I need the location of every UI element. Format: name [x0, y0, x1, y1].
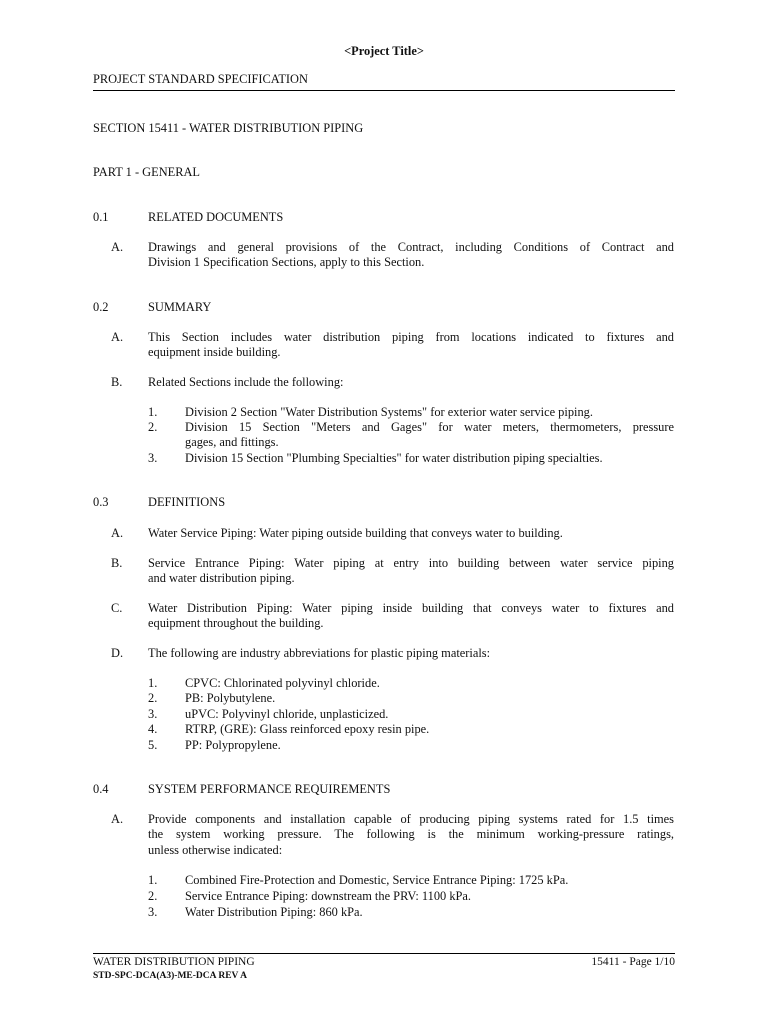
- section-number: 0.4: [93, 782, 109, 796]
- paragraph-line: This Section includes water distribution piping from locations indicated to fixtures and: [148, 330, 674, 344]
- paragraph-line: and water distribution piping.: [148, 571, 295, 586]
- paragraph-line: Water Distribution Piping: Water piping inside building that conveys water to fixtures and: [148, 601, 674, 615]
- spec-label: PROJECT STANDARD SPECIFICATION: [93, 72, 308, 86]
- item-paragraph: [148, 330, 674, 361]
- section-heading: SUMMARY: [148, 300, 212, 314]
- item-letter: A.: [111, 526, 124, 540]
- paragraph-line: Drawings and general provisions of the Contract, including Conditions of Contract and: [148, 240, 674, 254]
- subitem-text: uPVC: Polyvinyl chloride, unplasticized.: [185, 707, 389, 721]
- item-letter: B.: [111, 375, 123, 389]
- subitem-text: Service Entrance Piping: downstream the PRV: 1100 kPa.: [185, 889, 472, 903]
- section-number: 0.3: [93, 495, 109, 509]
- section-heading: SYSTEM PERFORMANCE REQUIREMENTS: [148, 782, 391, 796]
- subitem-number: 3.: [148, 707, 158, 721]
- subitem-number: 3.: [148, 905, 158, 919]
- subitem-number: 1.: [148, 676, 158, 690]
- subitem-text: Water Distribution Piping: 860 kPa.: [185, 905, 363, 919]
- part-title: PART 1 - GENERAL: [93, 165, 200, 179]
- item-letter: A.: [111, 812, 124, 826]
- section-heading: DEFINITIONS: [148, 495, 226, 509]
- subitem-number: 1.: [148, 873, 158, 887]
- subitem-text: Division 2 Section "Water Distribution Systems" for exterior water service piping.: [185, 405, 593, 419]
- subitem-number: 2.: [148, 691, 158, 705]
- item-letter: D.: [111, 646, 124, 660]
- item-paragraph: [148, 240, 674, 271]
- subitem-number: 2.: [148, 889, 158, 903]
- subitem-text: RTRP, (GRE): Glass reinforced epoxy resin pipe.: [185, 722, 430, 736]
- paragraph-line: unless otherwise indicated:: [148, 842, 283, 857]
- subitem-text: CPVC: Chlorinated polyvinyl chloride.: [185, 676, 380, 690]
- item-letter: A.: [111, 330, 124, 344]
- subitem-text: Division 15 Section "Plumbing Specialties" for water distribution piping specialties.: [185, 451, 603, 465]
- item-paragraph: [148, 556, 674, 587]
- subitem-text: [185, 420, 674, 451]
- project-title: <Project Title>: [344, 44, 424, 58]
- subitem-text: PP: Polypropylene.: [185, 738, 281, 752]
- section-number: 0.1: [93, 210, 109, 224]
- footer-document-code: STD-SPC-DCA(A3)-ME-DCA REV A: [93, 971, 247, 981]
- subitem-text: PB: Polybutylene.: [185, 691, 276, 705]
- paragraph-line: Division 15 Section "Meters and Gages" for water meters, thermometers, pressure: [185, 420, 674, 434]
- paragraph-line: Service Entrance Piping: Water piping at entry into building between water service piping: [148, 556, 674, 570]
- item-paragraph: The following are industry abbreviations for plastic piping materials:: [148, 646, 491, 660]
- paragraph-line: equipment inside building.: [148, 345, 281, 360]
- item-paragraph: Related Sections include the following:: [148, 375, 344, 389]
- footer-divider: [93, 953, 675, 954]
- paragraph-line: equipment throughout the building.: [148, 616, 324, 631]
- item-paragraph: Water Service Piping: Water piping outside building that conveys water to building.: [148, 526, 563, 540]
- section-title: SECTION 15411 - WATER DISTRIBUTION PIPING: [93, 121, 364, 135]
- item-letter: A.: [111, 240, 124, 254]
- subitem-number: 1.: [148, 405, 158, 419]
- paragraph-line: Provide components and installation capable of producing piping systems rated for 1.5 times: [148, 812, 674, 826]
- paragraph-line: gages, and fittings.: [185, 435, 279, 450]
- subitem-number: 5.: [148, 738, 158, 752]
- header-divider: [93, 90, 675, 91]
- subitem-number: 2.: [148, 420, 158, 434]
- subitem-number: 3.: [148, 451, 158, 465]
- paragraph-line: the system working pressure. The following is the minimum working-pressure ratings,: [148, 827, 674, 842]
- section-number: 0.2: [93, 300, 109, 314]
- item-paragraph: [148, 601, 674, 632]
- footer-page-number: 15411 - Page 1/10: [591, 956, 675, 968]
- paragraph-line: Division 1 Specification Sections, apply to this Section.: [148, 255, 425, 270]
- item-paragraph: [148, 812, 674, 858]
- footer-document-title: WATER DISTRIBUTION PIPING: [93, 956, 255, 968]
- item-letter: B.: [111, 556, 123, 570]
- section-heading: RELATED DOCUMENTS: [148, 210, 284, 224]
- item-letter: C.: [111, 601, 123, 615]
- subitem-number: 4.: [148, 722, 158, 736]
- subitem-text: Combined Fire-Protection and Domestic, Service Entrance Piping: 1725 kPa.: [185, 873, 569, 887]
